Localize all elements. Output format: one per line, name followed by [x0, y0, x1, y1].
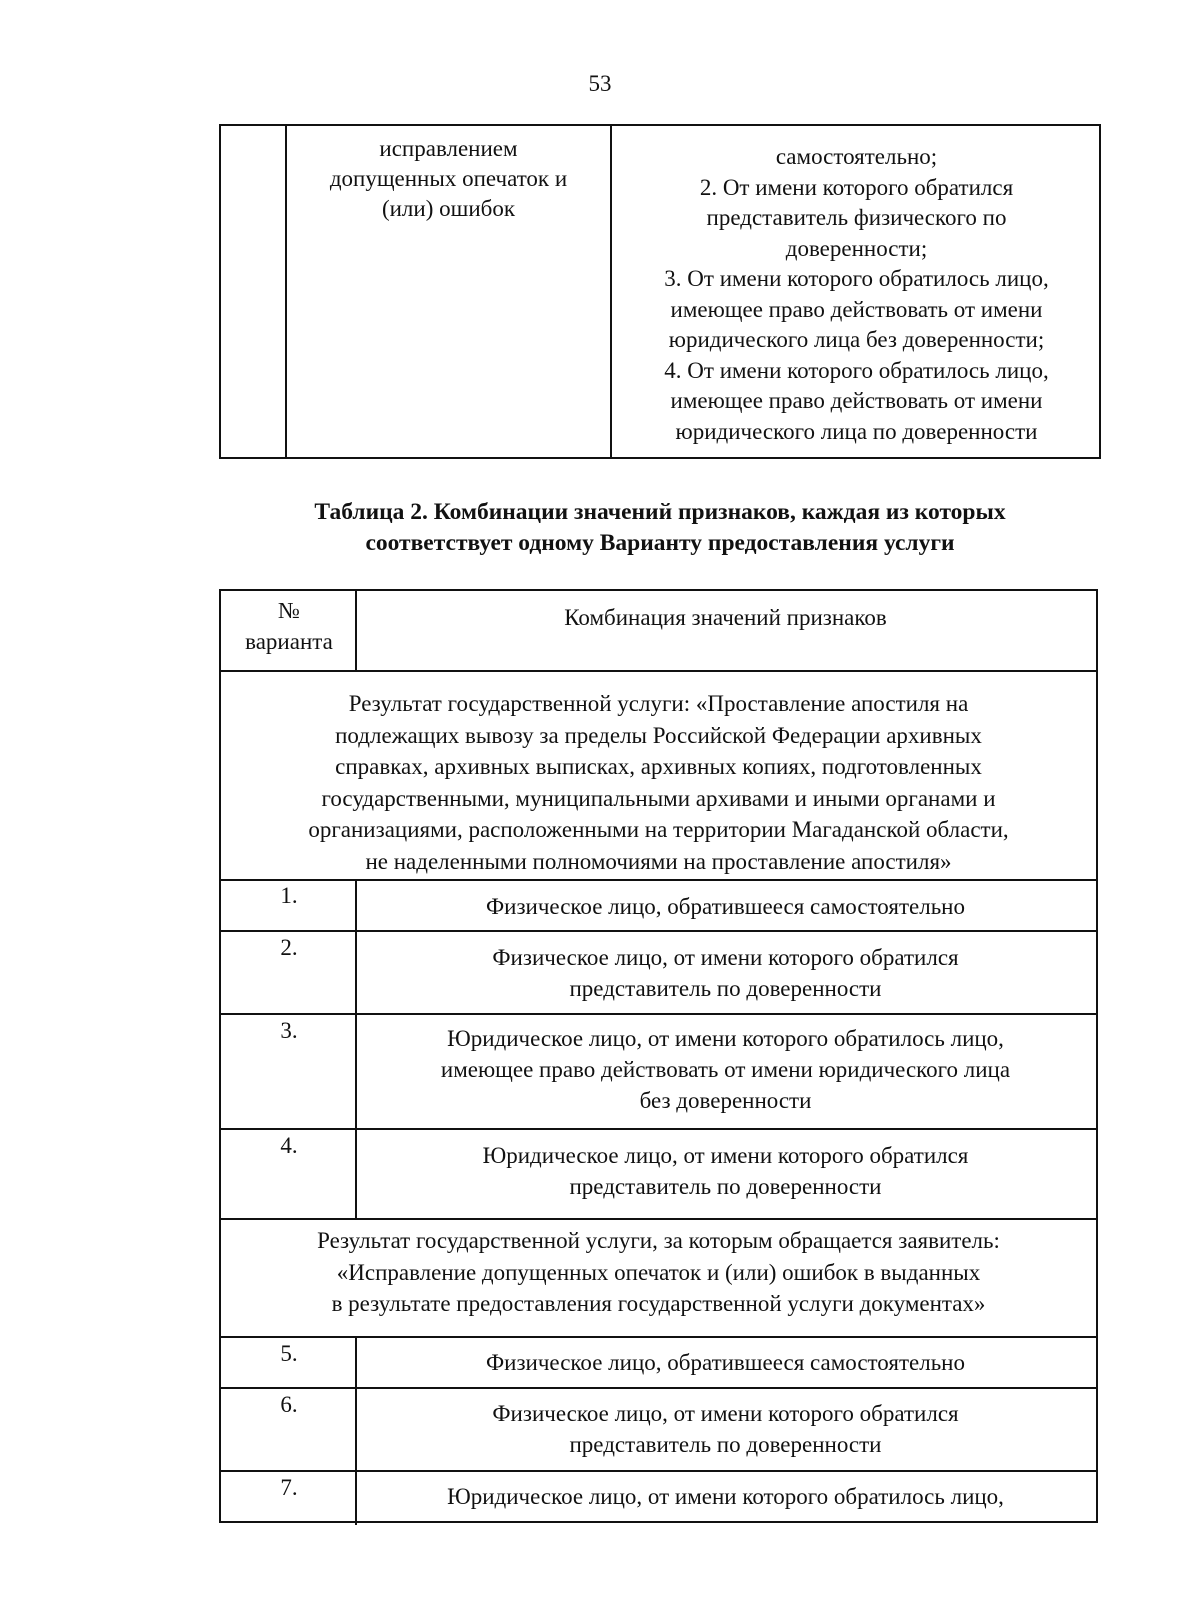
header-combination: Комбинация значений признаков — [564, 605, 887, 630]
title-line: Таблица 2. Комбинации значений признаков, каждая из которых — [314, 499, 1006, 525]
combination-line: представитель по доверенности — [569, 1174, 882, 1199]
variant-combination — [361, 1347, 1090, 1378]
variant-number: 3. — [280, 1018, 298, 1043]
row-border — [221, 670, 1096, 672]
variant-combination — [361, 891, 1090, 922]
header-line: варианта — [245, 629, 333, 654]
group-2-result — [227, 1225, 1090, 1320]
row-border — [221, 1387, 1096, 1389]
variant-number: 5. — [280, 1341, 298, 1366]
page-number: 53 — [588, 71, 612, 96]
cell-line: имеющее право действовать от имени — [670, 296, 1043, 322]
combination-line: Юридическое лицо, от имени которого обратился — [482, 1143, 969, 1168]
row-border — [221, 1128, 1096, 1130]
variant-number: 4. — [280, 1133, 298, 1158]
group-line: организациями, расположенными на территории Магаданской области, — [308, 817, 1009, 842]
combination-line: Физическое лицо, от имени которого обратился — [492, 1401, 959, 1426]
table-1-left-cell — [291, 134, 606, 224]
cell-line: (или) ошибок — [381, 196, 516, 221]
group-line: в результате предоставления государственной услуги документах» — [331, 1291, 986, 1316]
cell-line: 2. От имени которого обратился — [699, 174, 1014, 200]
combination-line: Физическое лицо, от имени которого обратился — [492, 945, 959, 970]
group-line: не наделенными полномочиями на проставление апостиля» — [365, 848, 952, 874]
row-border — [221, 1218, 1096, 1220]
combination-line: имеющее право действовать от имени юридического лица — [440, 1057, 1011, 1082]
group-line: Результат государственной услуги: «Проставление апостиля на — [348, 691, 969, 716]
row-border — [221, 1470, 1096, 1472]
row-border — [221, 930, 1096, 932]
table-1-continuation — [219, 124, 1101, 459]
group-1-result — [227, 688, 1090, 877]
variant-combination — [361, 1023, 1090, 1116]
cell-line: юридического лица без доверенности; — [668, 327, 1045, 352]
combination-line: представитель по доверенности — [569, 1432, 882, 1457]
variant-combination — [361, 942, 1090, 1004]
cell-line: исправлением — [379, 136, 518, 161]
group-line: справках, архивных выписках, архивных копиях, подготовленных — [335, 754, 982, 779]
cell-line: самостоятельно; — [775, 144, 938, 169]
variant-number: 1. — [280, 883, 298, 908]
group-line: подлежащих вывозу за пределы Российской Федерации архивных — [335, 722, 982, 748]
cell-line: 4. От имени которого обратилось лицо, — [664, 357, 1049, 383]
row-border — [221, 1336, 1096, 1338]
variant-combination — [361, 1398, 1090, 1460]
combination-line: Физическое лицо, обратившееся самостоятельно — [485, 894, 965, 919]
group-line: «Исправление допущенных опечаток и (или) ошибок в выданных — [336, 1259, 981, 1285]
cell-line: имеющее право действовать от имени — [670, 388, 1043, 413]
title-line: соответствует одному Варианту предоставления услуги — [365, 530, 955, 556]
combination-line: представитель по доверенности — [569, 976, 882, 1001]
combination-line: без доверенности — [639, 1088, 812, 1113]
combination-line: Юридическое лицо, от имени которого обратилось лицо, — [447, 1026, 1004, 1051]
cell-line: юридического лица по доверенности — [675, 418, 1038, 444]
combination-line: Юридическое лицо, от имени которого обратилось лицо, — [447, 1484, 1004, 1509]
cell-line: 3. От имени которого обратилось лицо, — [664, 266, 1049, 291]
cell-line: представитель физического по — [706, 205, 1007, 230]
group-line: Результат государственной услуги, за которым обращается заявитель: — [317, 1228, 1000, 1253]
row-border — [221, 1013, 1096, 1015]
cell-line: допущенных опечаток и — [329, 166, 568, 191]
header-line: № — [278, 598, 300, 623]
combination-line: Физическое лицо, обратившееся самостоятельно — [485, 1350, 965, 1375]
variant-number: 6. — [280, 1392, 298, 1417]
group-line: государственными, муниципальными архивами и иными органами и — [321, 785, 996, 811]
row-border — [221, 879, 1096, 881]
column-divider — [355, 1336, 357, 1525]
variant-number: 2. — [280, 935, 298, 960]
column-divider — [355, 591, 357, 670]
header-variant-number — [227, 595, 351, 657]
cell-line: доверенности; — [785, 235, 928, 261]
table-1-right-cell — [614, 142, 1099, 447]
variant-number: 7. — [280, 1475, 298, 1500]
table-2 — [219, 589, 1098, 1523]
table-1-column-divider — [610, 126, 612, 457]
table-1-column-divider — [285, 126, 287, 457]
variant-combination — [361, 1481, 1090, 1512]
table-2-title — [230, 497, 1090, 559]
variant-combination — [361, 1140, 1090, 1202]
